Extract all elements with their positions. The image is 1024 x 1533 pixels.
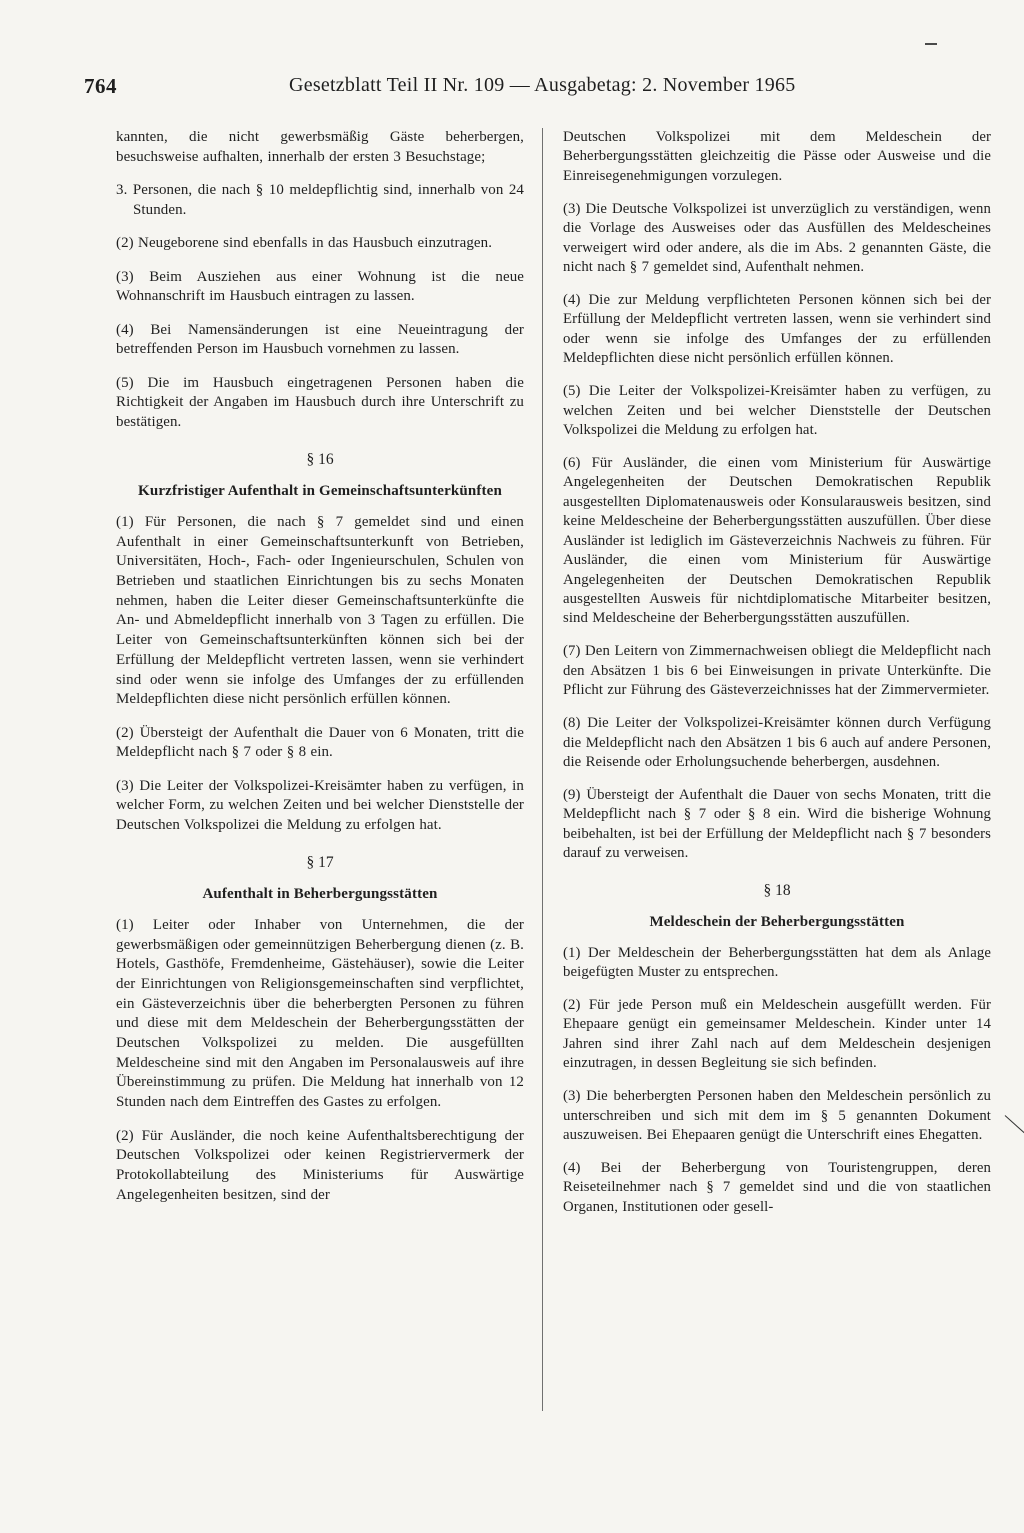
paragraph-hausbuch-5: (5) Die im Hausbuch eingetragenen Personen haben die Richtigkeit der Angaben im Hausbuch durch ihre Unterschrift zu bestätigen. bbox=[116, 374, 524, 431]
section-18-number: § 18 bbox=[763, 881, 791, 899]
column-divider bbox=[542, 128, 543, 1411]
gazette-title: Gesetzblatt Teil II Nr. 109 — Ausgabetag: 2. November 1965 bbox=[289, 74, 796, 96]
page-number: 764 bbox=[84, 74, 117, 98]
section-16-paragraph-3: (3) Die Leiter der Volkspolizei-Kreisämter haben zu verfügen, in welcher Form, zu welchen Zeiten und bei welcher Dienststelle der Deutschen Volkspolizei die Meldung zu erfolgen hat. bbox=[116, 777, 524, 834]
section-17-paragraph-1: (1) Leiter oder Inhaber von Unternehmen, die der gewerbsmäßigen oder gemeinnützigen Beherbergung dienen (z. B. Hotels, Gasthöfe, Fremdenheime, Gästehäuser), sowie die Leiter der Einrichtungen von Religionsgemeinschaften sind verpflichtet, ein Gästeverzeichnis über die beherbergten Personen zu führen und diese mit dem Meldeschein der Beherbergungsstätten der Deutschen Volkspolizei zu melden. Die ausgefüllten Meldescheine sind mit den Angaben im Personalausweis auf ihre Übereinstimmung zu prüfen. Die Meldung hat innerhalb von 12 Stunden nach dem Eintreffen des Gastes zu erfolgen. bbox=[116, 916, 524, 1111]
scan-mark bbox=[925, 43, 937, 45]
right-column bbox=[563, 128, 991, 1231]
section-17-paragraph-5: (5) Die Leiter der Volkspolizei-Kreisämter haben zu verfügen, zu welchen Zeiten und bei welcher Dienststelle der Deutschen Volkspolizei die Meldung zu erfolgen hat. bbox=[563, 383, 991, 439]
scan-scratch bbox=[1005, 1115, 1024, 1136]
page-header bbox=[84, 74, 944, 102]
section-18-paragraph-2: (2) Für jede Person muß ein Meldeschein ausgefüllt werden. Für Ehepaare genügt ein gemeinsamer Meldeschein. Kinder unter 14 Jahren sind ihrer Zahl nach auf dem Meldeschein desjenigen einzutragen, in dessen Begleitung sie sich befinden. bbox=[563, 996, 991, 1072]
section-18-paragraph-1: (1) Der Meldeschein der Beherbergungsstätten hat dem als Anlage beigefügten Muster zu entsprechen. bbox=[563, 944, 991, 980]
section-17-number: § 17 bbox=[306, 853, 334, 871]
section-17-paragraph-9: (9) Übersteigt der Aufenthalt die Dauer von sechs Monaten, tritt die Meldepflicht nach § 7 oder § 8 ein. Wird die bisherige Wohnung beibehalten, ist bei der Erfüllung der Meldepflicht nach § 7 besonders darauf zu verweisen. bbox=[563, 786, 991, 862]
left-column bbox=[116, 128, 524, 1219]
section-17-paragraph-4: (4) Die zur Meldung verpflichteten Personen können sich bei der Erfüllung der Meldepflicht vertreten lassen, wenn sie verhindert sind oder wenn sie infolge des Umfanges der zu erfüllenden Meldepflichten diese nicht persönlich erfüllen können. bbox=[563, 292, 991, 367]
section-17-paragraph-6: (6) Für Ausländer, die einen vom Ministerium für Auswärtige Angelegenheiten der Deutschen Demokratischen Republik ausgestellten Diplomatenausweis oder Konsularausweis besitzen, sind keine Meldescheine der Beherbergungsstätten auszufüllen. Über diese Ausländer ist lediglich im Gästeverzeichnis Nachweis zu führen. Für Ausländer, die einen vom Ministerium für Auswärtige Angelegenheiten der Deutschen Demokratischen Republik ausgestellten Ausweis für nichtdiplomatische Mitarbeiter besitzen, sind Meldescheine der Beherbergungsstätten auszufüllen. bbox=[563, 455, 991, 627]
section-16-number: § 16 bbox=[306, 450, 334, 468]
section-18-paragraph-4: (4) Bei der Beherbergung von Touristengruppen, deren Reiseteilnehmer nach § 7 gemeldet sind und die von staatlichen Organen, Institutionen oder gesell- bbox=[563, 1160, 991, 1215]
section-17-paragraph-2: (2) Für Ausländer, die noch keine Aufenthaltsberechtigung der Deutschen Volkspolizei oder keinen Registriervermerk der Protokollabteilung des Ministeriums für Auswärtige Angelegenheiten besitzen, sind der bbox=[116, 1127, 524, 1203]
numbered-item-3: 3. Personen, die nach § 10 meldepflichtig sind, innerhalb von 24 Stunden. bbox=[116, 182, 524, 218]
section-17-title: Aufenthalt in Beherbergungsstätten bbox=[202, 885, 438, 902]
section-18-paragraph-3: (3) Die beherbergten Personen haben den Meldeschein persönlich zu unterschreiben und sich mit dem im § 5 genannten Dokument auszuweisen. Bei Ehepaaren genügt die Unterschrift eines Ehegatten. bbox=[563, 1088, 991, 1143]
section-18-title: Meldeschein der Beherbergungsstätten bbox=[649, 913, 905, 930]
section-17-paragraph-3: (3) Die Deutsche Volkspolizei ist unverzüglich zu verständigen, wenn die Vorlage des Ausweises oder das Ausfüllen des Meldescheines verweigert wird oder andere, als die im Abs. 2 genannten Gäste, die nicht nach § 7 gemeldet sind, Aufenthalt nehmen. bbox=[563, 200, 991, 276]
paragraph-hausbuch-3: (3) Beim Ausziehen aus einer Wohnung ist die neue Wohnanschrift im Hausbuch eintragen zu lassen. bbox=[116, 268, 524, 305]
paragraph-hausbuch-4: (4) Bei Namensänderungen ist eine Neueintragung der betreffenden Person im Hausbuch vornehmen zu lassen. bbox=[116, 321, 524, 358]
section-17-paragraph-7: (7) Den Leitern von Zimmernachweisen obliegt die Meldepflicht nach den Absätzen 1 bis 6 bei Einweisungen in private Unterkünfte. Die Pflicht zur Führung des Gästeverzeichnisses hat der Zimmervermieter. bbox=[563, 643, 991, 699]
continued-item-2: kannten, die nicht gewerbsmäßig Gäste beherbergen, besuchsweise aufhalten, innerhalb der ersten 3 Besuchstage; bbox=[116, 129, 524, 165]
section-17-continuation: Deutschen Volkspolizei mit dem Meldeschein der Beherbergungsstätten gleichzeitig die Pässe oder Ausweise und die Einreisegenehmigungen vorzulegen. bbox=[563, 129, 991, 184]
paragraph-hausbuch-2: (2) Neugeborene sind ebenfalls in das Hausbuch einzutragen. bbox=[116, 235, 493, 252]
section-16-paragraph-2: (2) Übersteigt der Aufenthalt die Dauer von 6 Monaten, tritt die Meldepflicht nach § 7 oder § 8 ein. bbox=[116, 724, 524, 761]
section-16-title: Kurzfristiger Aufenthalt in Gemeinschaftsunterkünften bbox=[138, 482, 502, 499]
section-16-paragraph-1: (1) Für Personen, die nach § 7 gemeldet sind und einen Aufenthalt in einer Gemeinschaftsunterkunft von Betrieben, Universitäten, Hoch-, Fach- oder Ingenieurschulen, Schulen von Betrieben und staatlichen Einrichtungen bis zu sechs Monaten nehmen, haben die Leiter dieser Gemeinschaftsunterkünfte die An- und Abmeldepflicht innerhalb von 3 Tagen zu erfüllen. Die Leiter von Gemeinschaftsunterkünften können sich bei der Erfüllung der Meldepflicht vertreten lassen, wenn sie verhindert sind oder wenn sie infolge des Umfanges der zu erfüllenden Meldepflichten diese nicht persönlich erfüllen können. bbox=[116, 513, 524, 708]
section-17-paragraph-8: (8) Die Leiter der Volkspolizei-Kreisämter können durch Verfügung die Meldepflicht nach den Absätzen 1 bis 6 auch auf andere Personen, die Reisende oder Erholungsuchende beherbergen, ausdehnen. bbox=[563, 715, 991, 770]
